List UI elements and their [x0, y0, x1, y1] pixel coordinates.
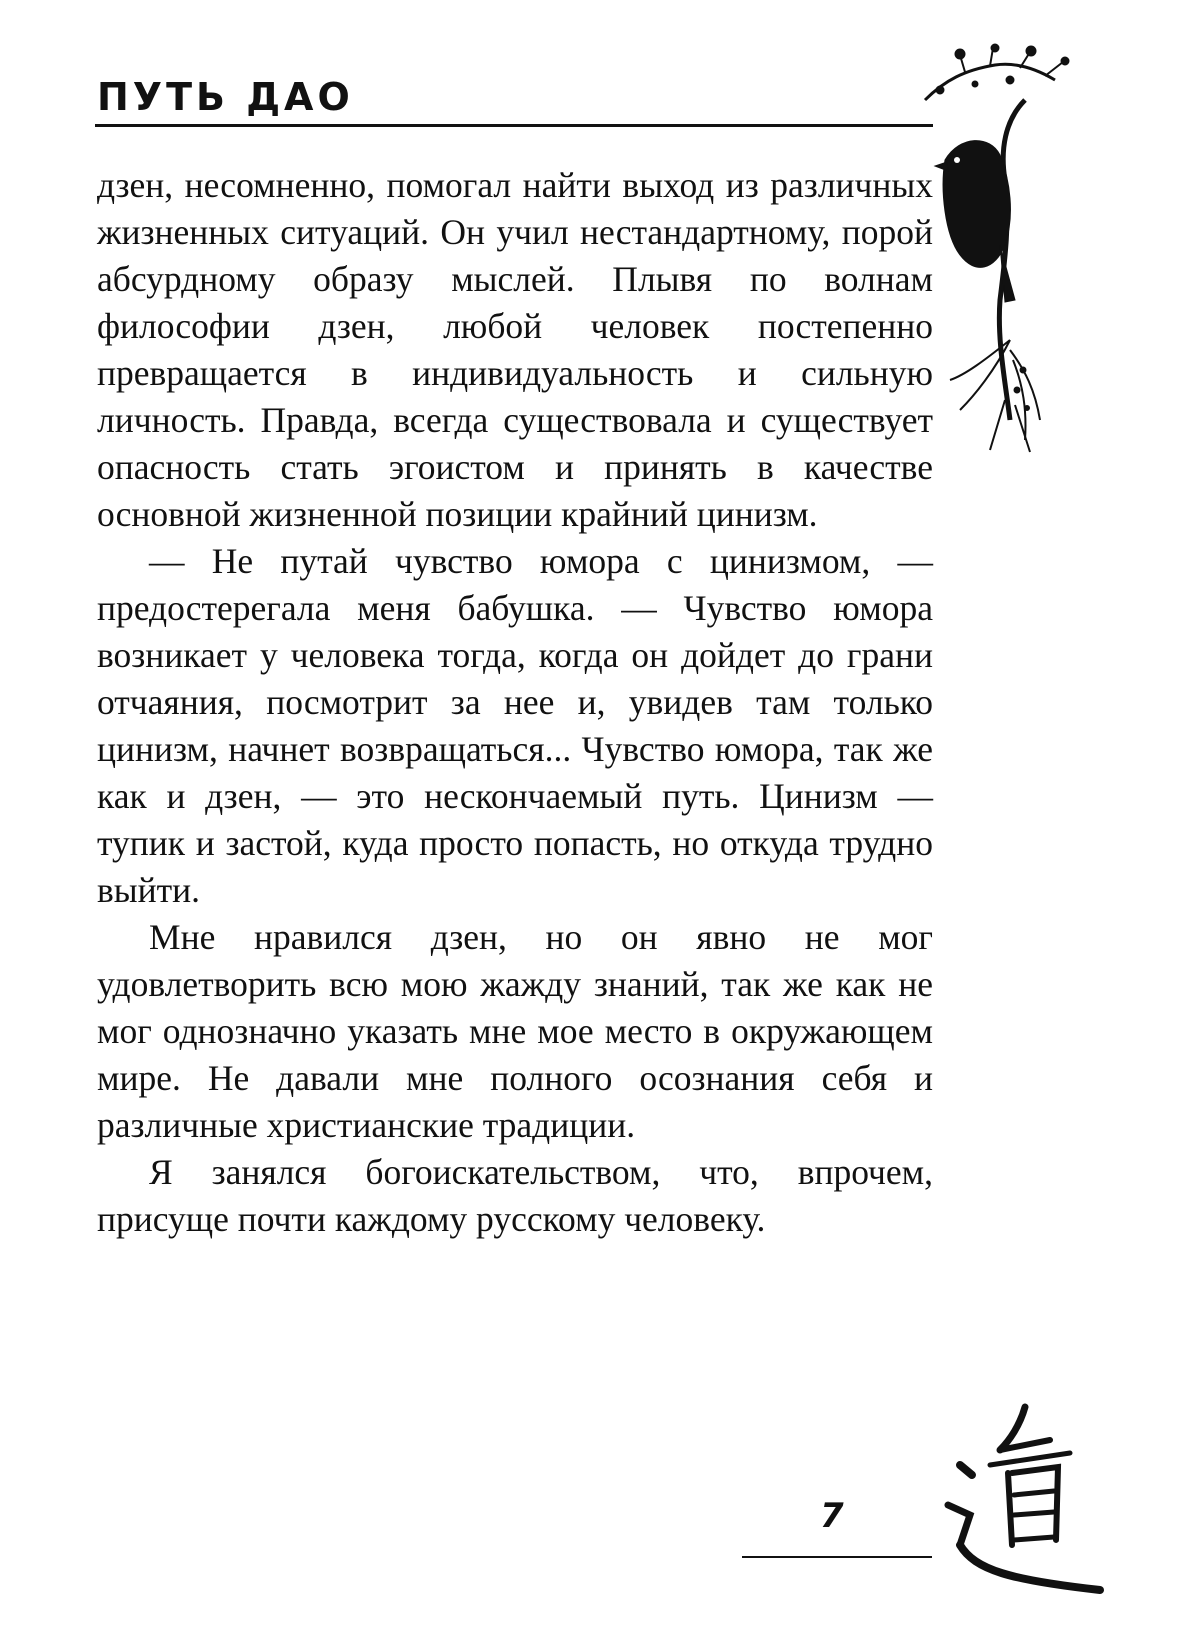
paragraph-4: Я занялся богоискательством, что, впрочем, присуще почти каждому русскому человеку.	[97, 1152, 933, 1239]
running-title: ПУТЬ ДАО	[97, 75, 354, 119]
dao-character-icon	[930, 1395, 1105, 1605]
bird-on-branch-icon	[905, 40, 1110, 460]
page-header	[95, 68, 933, 127]
footer-rule	[742, 1556, 932, 1558]
paragraph-3: Мне нравился дзен, но он явно не мог удовлетворить всю мою жажду знаний, так же как не мог однозначно указать мне мое место в окружающем мире. Не давали мне полного осознания себя и различные христианские традиции.	[97, 917, 933, 1145]
paragraph-2: — Не путай чувство юмора с цинизмом, — предостерегала меня бабушка. — Чувство юмора возникает у человека тогда, когда он дойдет до грани отчаяния, посмотрит за нее и, увидев там только цинизм, начнет возвращаться... Чувство юмора, так же как и дзен, — это нескончаемый путь. Цинизм — тупик и застой, куда просто попасть, но откуда трудно выйти.	[97, 541, 933, 910]
page-number: 7	[820, 1496, 844, 1536]
paragraph-1: дзен, несомненно, помогал найти выход из различных жизненных ситуаций. Он учил нестандартному, порой абсурдному образу мыслей. Плывя по волнам философии дзен, любой человек постепенно превращается в индивидуальность и сильную личность. Правда, всегда существовала и существует опасность стать эгоистом и принять в качестве основной жизненной позиции крайний цинизм.	[97, 165, 933, 534]
body-text	[97, 162, 933, 1243]
